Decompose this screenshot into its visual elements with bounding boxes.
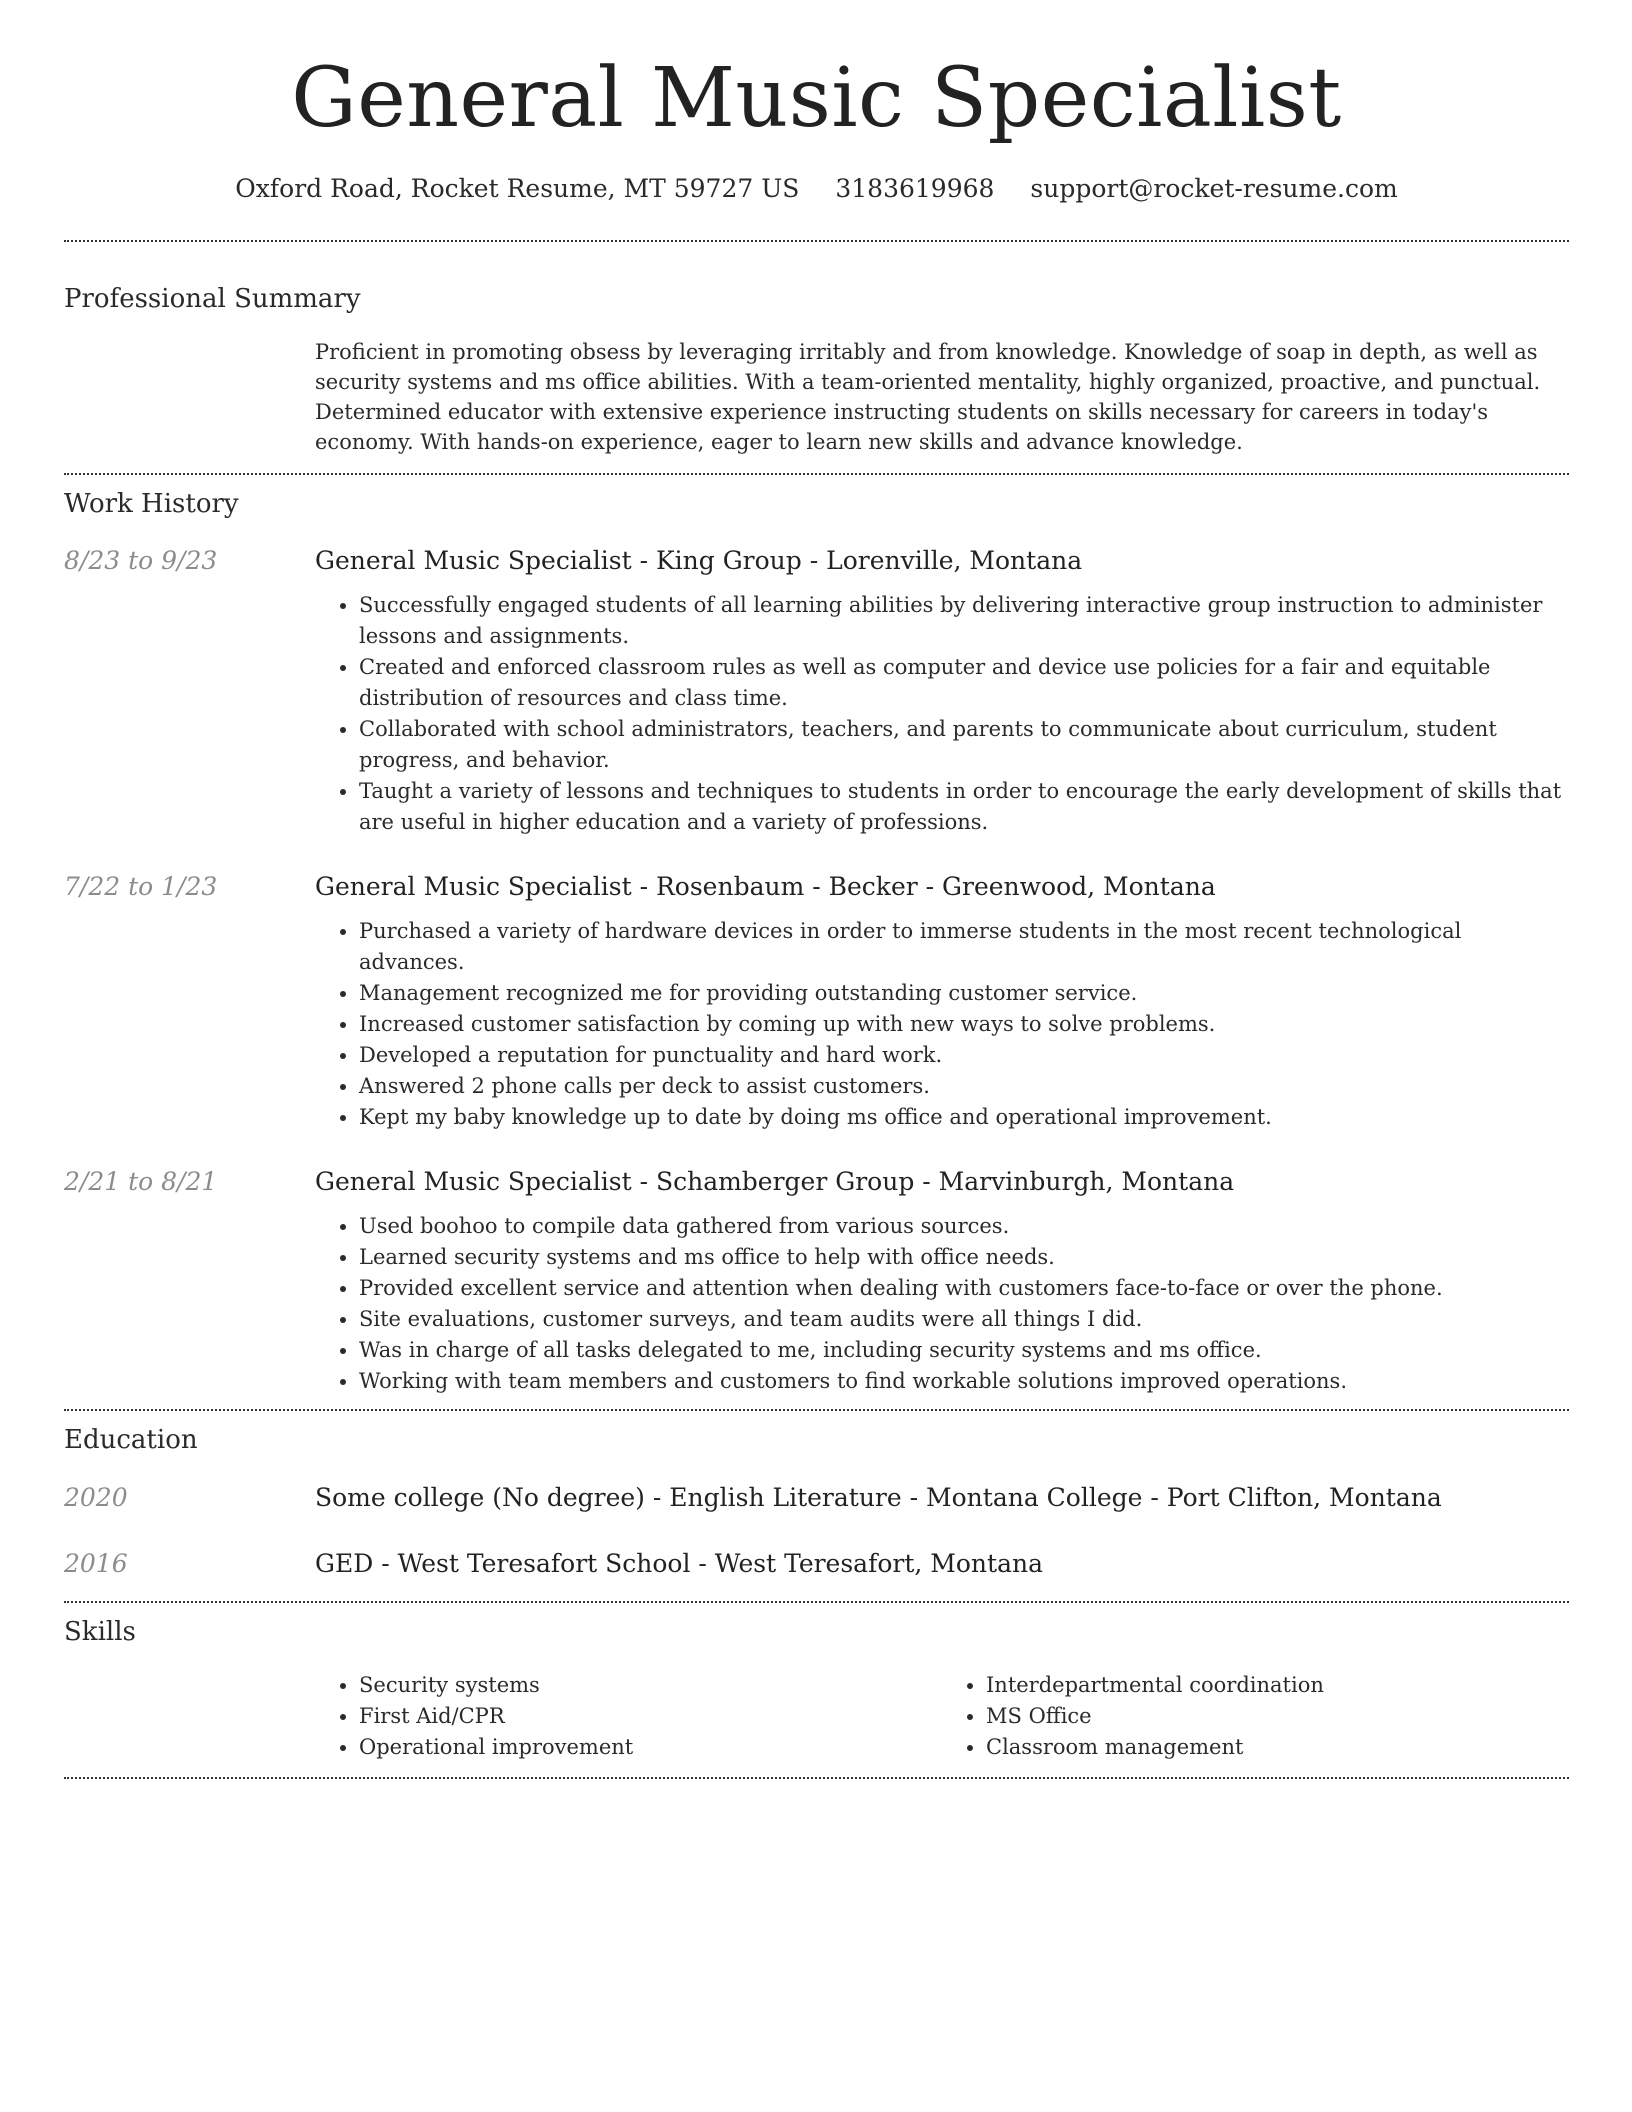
skill-item: • Interdepartmental coordination <box>986 1670 1569 1701</box>
job-date: 8/23 to 9/23 <box>64 546 218 576</box>
job-bullet: • Management recognized me for providing outstanding customer service. <box>359 978 1569 1009</box>
job-bullet: • Site evaluations, customer surveys, and team audits were all things I did. <box>359 1304 1569 1335</box>
skill-item: • Classroom management <box>986 1732 1569 1763</box>
divider <box>64 1777 1569 1779</box>
education-entry <box>64 1483 1569 1513</box>
education-title: Education <box>64 1425 198 1456</box>
skills-grid <box>315 1670 1569 1763</box>
skill-item: • First Aid/CPR <box>359 1701 942 1732</box>
contact-line <box>64 174 1569 204</box>
job-date: 2/21 to 8/21 <box>64 1167 218 1197</box>
skills-section <box>64 1617 1569 1763</box>
work-section <box>64 489 1569 1397</box>
job-bullet: • Was in charge of all tasks delegated to me, including security systems and ms office. <box>359 1335 1569 1366</box>
job-entry <box>64 1167 1569 1397</box>
job-bullet: • Working with team members and customers to find workable solutions improved operations. <box>359 1366 1569 1397</box>
job-entry <box>64 872 1569 1133</box>
contact-phone: 3183619968 <box>835 174 995 203</box>
summary-section <box>64 284 1569 457</box>
skills-list-right <box>942 1670 1569 1763</box>
job-bullets <box>315 590 1569 838</box>
skills-title: Skills <box>64 1616 136 1647</box>
job-bullet: • Taught a variety of lessons and techniques to students in order to encourage the early development of skills that are useful in higher education and a variety of professions. <box>359 776 1569 838</box>
divider <box>64 473 1569 475</box>
job-heading: General Music Specialist - Schamberger Group - Marvinburgh, Montana <box>315 1167 1235 1197</box>
education-section <box>64 1425 1569 1578</box>
job-heading: General Music Specialist - King Group - Lorenville, Montana <box>315 546 1083 576</box>
job-bullets <box>315 916 1569 1133</box>
job-bullet: • Increased customer satisfaction by coming up with new ways to solve problems. <box>359 1009 1569 1040</box>
education-entry <box>64 1549 1569 1579</box>
job-bullet: • Provided excellent service and attention when dealing with customers face-to-face or over the phone. <box>359 1273 1569 1304</box>
job-bullet: • Collaborated with school administrators, teachers, and parents to communicate about curriculum, student progress, and behavior. <box>359 714 1569 776</box>
divider <box>64 240 1569 242</box>
job-bullet: • Developed a reputation for punctuality and hard work. <box>359 1040 1569 1071</box>
skill-item: • Operational improvement <box>359 1732 942 1763</box>
work-title: Work History <box>64 489 239 520</box>
education-heading: GED - West Teresafort School - West Teresafort, Montana <box>315 1548 1043 1578</box>
summary-text: Proficient in promoting obsess by leveraging irritably and from knowledge. Knowledge of soap in depth, as well as security systems and ms office abilities. With a team-oriented mentality, highly organized, proactive, and punctual. Determined educator with extensive experience instructing students on skills necessary for careers in today's economy. With hands-on experience, eager to learn new skills and advance knowledge. <box>315 340 1541 455</box>
job-entry <box>64 546 1569 838</box>
resume-name: General Music Specialist <box>291 51 1342 146</box>
job-bullet: • Successfully engaged students of all learning abilities by delivering interactive group instruction to administer lessons and assignments. <box>359 590 1569 652</box>
contact-address: Oxford Road, Rocket Resume, MT 59727 US <box>235 174 800 203</box>
job-bullet: • Created and enforced classroom rules as well as computer and device use policies for a fair and equitable distribution of resources and class time. <box>359 652 1569 714</box>
job-bullets <box>315 1211 1569 1397</box>
job-bullet: • Learned security systems and ms office to help with office needs. <box>359 1242 1569 1273</box>
job-bullet: • Used boohoo to compile data gathered from various sources. <box>359 1211 1569 1242</box>
education-heading: Some college (No degree) - English Literature - Montana College - Port Clifton, Montana <box>315 1482 1442 1512</box>
job-date: 7/22 to 1/23 <box>64 872 218 902</box>
contact-email: support@rocket-resume.com <box>1030 174 1398 203</box>
job-bullet: • Answered 2 phone calls per deck to assist customers. <box>359 1071 1569 1102</box>
job-heading: General Music Specialist - Rosenbaum - Becker - Greenwood, Montana <box>315 872 1216 902</box>
divider <box>64 1409 1569 1411</box>
skill-item: • MS Office <box>986 1701 1569 1732</box>
education-date: 2020 <box>64 1482 128 1512</box>
education-date: 2016 <box>64 1548 128 1578</box>
divider <box>64 1601 1569 1603</box>
job-bullet: • Kept my baby knowledge up to date by doing ms office and operational improvement. <box>359 1102 1569 1133</box>
job-bullet: • Purchased a variety of hardware devices in order to immerse students in the most recent technological advances. <box>359 916 1569 978</box>
skill-item: • Security systems <box>359 1670 942 1701</box>
resume-page <box>64 0 1569 1779</box>
summary-title: Professional Summary <box>64 284 361 314</box>
skills-list-left <box>315 1670 942 1763</box>
